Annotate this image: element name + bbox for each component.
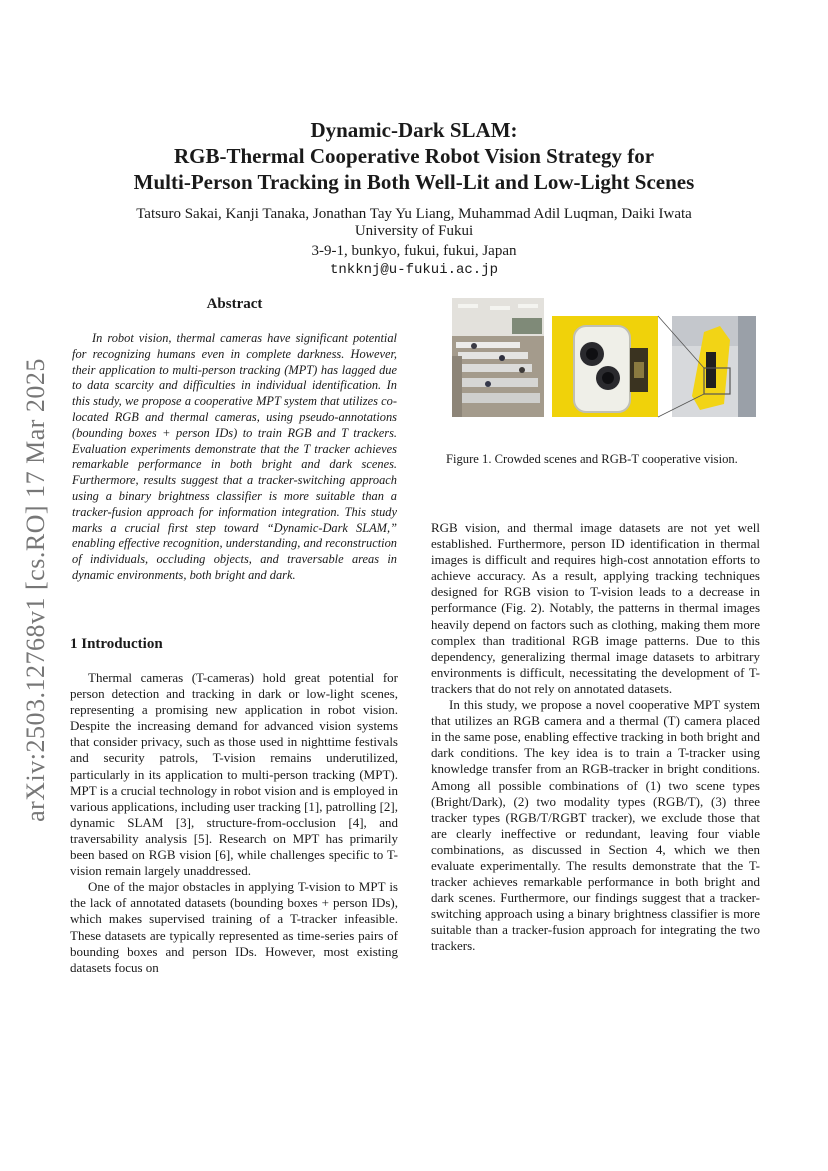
classroom-photo xyxy=(452,298,544,417)
intro-paragraph-1: Thermal cameras (T-cameras) hold great potential for person detection and tracking in dark or low-light scenes, representing a promising new application in robot vision. Despite the increasing demand for advanced vision systems that consider privacy, such as those used in nighttime festivals and security patrols, T-vision remains underutilized, particularly in its application to multi-person tracking (MPT). MPT is a crucial technology in robot vision and is employed in various applications, including user tracking [1], patrolling [2], dynamic SLAM [3], structure-from-occlusion [4], and traversability analysis [5]. Research on MPT has primarily been based on RGB vision [6], while challenges specific to T-vision remain largely unaddressed. xyxy=(70,670,398,879)
paper-title-line-3: Multi-Person Tracking in Both Well-Lit and Low-Light Scenes xyxy=(133,170,695,194)
figure-1 xyxy=(452,296,758,418)
intro-paragraph-2: One of the major obstacles in applying T-vision to MPT is the lack of annotated datasets (bounding boxes + person IDs), which makes supervised training of a T-tracker infeasible. These datasets are typically represented as time-series pairs of bounding boxes and person IDs. However, most existing datasets focus on xyxy=(70,879,398,975)
authors: Tatsuro Sakai, Kanji Tanaka, Jonathan Tay Yu Liang, Muhammad Adil Luqman, Daiki Iwata xyxy=(136,206,692,222)
abstract-heading: Abstract xyxy=(206,296,263,312)
device-photo xyxy=(672,316,756,417)
arxiv-identifier: arXiv:2503.12768v1 [cs.RO] 17 Mar 2025 xyxy=(21,358,50,822)
address: 3-9-1, bunkyo, fukui, fukui, Japan xyxy=(311,243,517,259)
figure-1-caption: Figure 1. Crowded scenes and RGB-T cooperative vision. xyxy=(446,452,738,466)
paper-title-line-2: RGB-Thermal Cooperative Robot Vision Strategy for xyxy=(173,144,655,168)
paper-title-line-1: Dynamic-Dark SLAM: xyxy=(310,118,518,142)
intro-paragraph-3: RGB vision, and thermal image datasets are not yet well established. Furthermore, person ID identification in thermal images is difficult and requires high-cost annotation efforts to achieve accuracy. As a result, applying tracking techniques designed for RGB vision to T-vision leads to a decrease in performance (Fig. 2). Notably, the patterns in thermal images heavily depend on factors such as clothing, making them more complex than traditional RGB image patterns. Due to this dependency, generalizing thermal image datasets to arbitrary environments is difficult, necessitating the development of T-trackers that do not rely on annotated datasets. xyxy=(431,520,760,696)
email: tnkknj@u-fukui.ac.jp xyxy=(329,262,499,278)
intro-left-column xyxy=(70,670,398,976)
abstract-text: In robot vision, thermal cameras have significant potential for recognizing humans even in complete darkness. However, their application to multi-person tracking (MPT) has lagged due to data scarcity and difficulties in individual identification. In this study, we propose a cooperative MPT system that utilizes co-located RGB and thermal cameras, using pseudo-annotations (bounding boxes + person IDs) to train RGB and T trackers. Evaluation experiments demonstrate that the T tracker achieves remarkable performance in both bright and dark scenes. Furthermore, results suggest that a tracker-switching approach using a binary brightness classifier is more suitable than a tracker-fusion approach for information integration. This study marks a crucial first step toward “Dynamic-Dark SLAM,” enabling effective recognition, understanding, and reconstruction of individuals, occluding objects, and traversable areas in dynamic environments, both bright and dark. xyxy=(72,331,397,582)
figure-1-image xyxy=(452,296,758,418)
intro-right-column xyxy=(431,520,760,955)
camera-closeup-photo xyxy=(552,316,658,417)
section-heading-introduction: 1 Introduction xyxy=(70,636,163,652)
intro-paragraph-4: In this study, we propose a novel cooperative MPT system that utilizes an RGB camera and a thermal (T) camera placed in the same pose, enabling effective tracking in both bright and dark conditions. The key idea is to train a T-tracker using knowledge transfer from an RGB-tracker in bright conditions. Among all possible combinations of (1) two scene types (Bright/Dark), (2) two modality types (RGB/T), (3) three tracker types (RGB/T/RGBT tracker), we exclude those that are clearly ineffective or redundant, leaving four viable combinations, as discussed in Section 4, which we then evaluate experimentally. The results demonstrate that the T-tracker achieves remarkable performance in both bright and dark scenes. Furthermore, our findings suggest that a tracker-switching approach using a binary brightness classifier is more suitable than a tracker-fusion approach for integrating the two trackers. xyxy=(431,697,760,954)
affiliation: University of Fukui xyxy=(354,223,474,239)
